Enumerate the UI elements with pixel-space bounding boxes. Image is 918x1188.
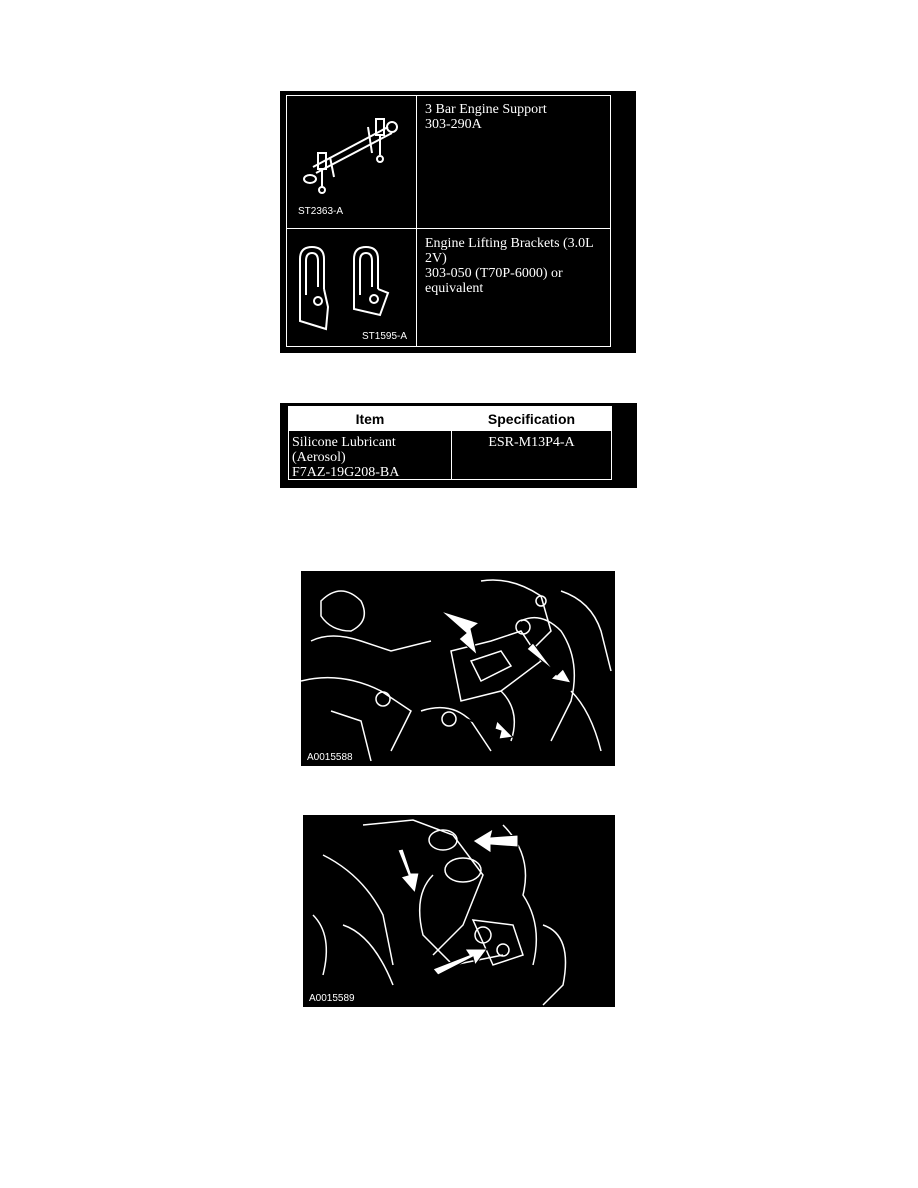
special-tools-table: [280, 91, 636, 353]
figure-a0015588: [301, 571, 615, 766]
tool-description-2: [425, 236, 594, 296]
figure-id-st1595: ST1595-A: [362, 331, 408, 342]
item-form: (Aerosol): [292, 450, 346, 465]
tool-description-1: [425, 102, 547, 132]
item-cell: [292, 435, 399, 480]
header-specification: Specification: [487, 411, 576, 427]
material-spec-table: [280, 403, 637, 488]
tool-equivalent-2: equivalent: [425, 281, 484, 296]
specification-cell: ESR-M13P4-A: [488, 435, 575, 450]
tool-name-1: 3 Bar Engine Support: [425, 102, 547, 117]
tool-number-1: 303-290A: [425, 117, 482, 132]
tool-name-2a: Engine Lifting Brackets (3.0L: [425, 236, 594, 251]
header-item: Item: [355, 411, 385, 427]
engine-bracket-line-drawing: [303, 815, 615, 1007]
tool-number-2: 303-050 (T70P-6000) or: [425, 266, 563, 281]
figure-id-st2363: ST2363-A: [298, 206, 344, 217]
figure-a0015589: [303, 815, 615, 1007]
lifting-brackets-illustration: [288, 229, 416, 347]
column-divider: [416, 96, 417, 346]
engine-mount-line-drawing: [301, 571, 615, 766]
tool-name-2b: 2V): [425, 251, 447, 266]
figure-id-a0015589: A0015589: [309, 993, 355, 1004]
table-header: [289, 407, 611, 431]
item-name: Silicone Lubricant: [292, 435, 396, 450]
item-part-number: F7AZ-19G208-BA: [292, 465, 400, 480]
figure-id-a0015588: A0015588: [307, 752, 353, 763]
